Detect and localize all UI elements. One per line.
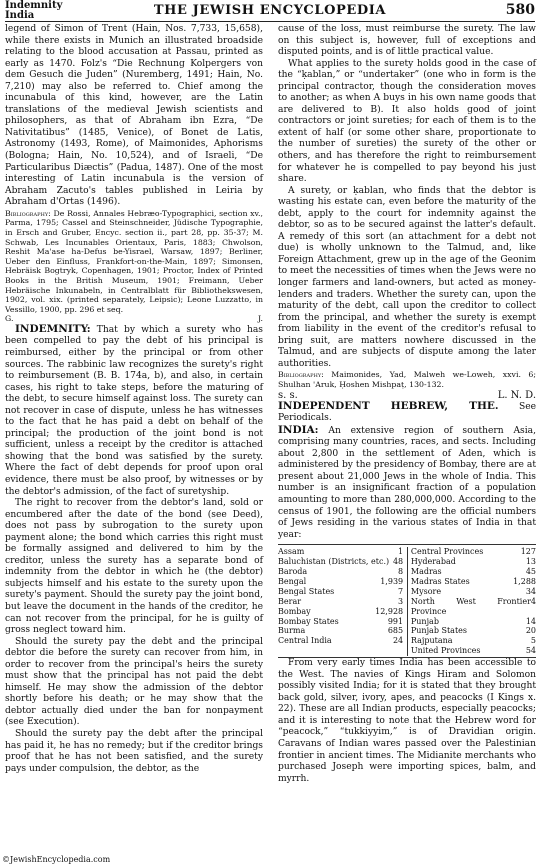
paragraph-recover: The right to recover from the debtor's land, sold or encumbered after the date of the bond (see Deed), does not pass by subrogation to the surety upon payment alone; the bond which carries this right must be formally assigned and delivered to him by the creditor, unless the surety has a separate bond of indemnity from the debtor in which he (the debtor) subjects himself and his estate to the surety upon the surety's payment. Should the surety pay the joint bond, but leave the document in the hands of the creditor, he can not recover from the principal, for he is guilty of gross neglect toward him. [5,498,263,636]
bibliography-indemnity [278,370,536,389]
state-name: Bombay States [278,616,339,626]
state-name: Punjab [410,616,439,626]
jew-count: 991 [387,616,404,626]
state-name: Bengal [278,576,307,586]
indemnity-paragraph [5,324,263,498]
table-row [411,567,536,577]
paragraph-continuation: cause of the loss, must reimburse the surety. The law on this subject is, however, full of exceptions and disputed points, and is of little practical value. [278,24,536,58]
paragraph-kablan: What applies to the surety holds good in the case of the “ḳablan,” or “undertaker” (one who in form is the principal contractor, though the consideration moves to another; as when A buys in his own name goods that are delivered to B). It also holds good of joint contractors or joint sureties; for each of them is to the extent of half (or some other share, proportionate to the number of sureties) the surety of the other or others, and has therefore the right to reimbursement for whatever he is compelled to pay beyond his just share. [278,58,536,185]
table-row [278,597,403,607]
table-row [278,607,403,617]
jew-count: 45 [525,566,536,576]
state-name: Baroda [278,566,308,576]
indemnity-text: That by which a surety who has been compelled to pay the debt of his principal is reimbursed, either by the principal or from other sources. The rabbinic law recognizes the surety's right to reimbursement (B. B. 174a, b), and also, in certain cases, his right to take steps, before the maturing of the debt, to secure himself against loss. The surety can not recover in case of dispute, unless he has witnesses to the fact that he has paid a debt on behalf of the principal; the production of the joint bond is not sufficient, unless a receipt by the creditor is attached showing that the bond was satisfied by the surety. Where the fact of debt depends for proof upon oral evidence, there must be also proof, by witnesses or by the debtor's admission, of the fact of suretyship. [5,324,263,497]
state-name: United Provinces [410,646,481,656]
table-row [411,646,536,656]
table-row [278,617,403,627]
table-row [411,587,536,597]
jew-count: 1,288 [513,576,536,586]
census-table [278,544,536,658]
page-header [5,1,535,22]
state-name: Bengal States [278,586,335,596]
state-name: Mysore [410,586,442,596]
jew-count: 20 [525,626,536,636]
table-row [278,587,403,597]
headword-india: INDIA: [278,423,319,436]
jew-count: 3 [398,596,404,606]
census-table-right-column [407,547,536,656]
jew-count: 1,939 [380,576,404,586]
state-name: Baluchistan (Districts, etc.) [278,557,390,567]
bibliography-label: Bibliography: [5,208,51,218]
paragraph-early-times: From very early times India has been accessible to the West. The navies of Kings Hiram and Solomon possibly visited India; for it is stated that they brought back gold, silver, ivory, apes, and peacocks (I Kings x. 22). These are all Indian products, especially peacocks; and it is interesting to note that the Hebrew word for “peacock,” “tukkiyyim,” is of Dravidian origin. Caravans of Indian wares passed over the Palestinian frontier in ancient times. The Midianite merchants who purchased Joseph were importing spices, balm, and myrrh. [278,658,536,784]
state-name: Assam [278,547,305,557]
jew-count: 14 [525,616,536,626]
publication-title: THE JEWISH ENCYCLOPEDIA [153,3,387,18]
state-name: Berar [278,596,302,606]
signature-right: J. [258,314,263,324]
table-row [411,617,536,627]
table-row [278,636,403,646]
signature-left: G. [5,314,14,324]
table-row [278,577,403,587]
headword-independent-hebrew: INDEPENDENT HEBREW, THE. [278,399,499,412]
see-reference: See Periodicals. [278,401,536,424]
state-name: Burma [278,626,306,636]
first-keyword: Indemnity [5,0,63,11]
headword-indemnity: INDEMNITY: [15,322,91,335]
table-row [278,626,403,636]
state-name: Bombay [278,606,311,616]
jew-count: 24 [392,636,404,646]
bibliography-text: Maimonides, Yad, Malweh we-Loweh, xxvi. 6; Shulhan 'Aruk, Ḥoshen Mishpaṭ, 130-132. [278,370,537,389]
paragraph-surety-remedy: A surety, or ḳablan, who finds that the debtor is wasting his estate can, even before the maturity of the debt, apply to the court for indemnity against the debtor, so as to be secured against the latter's default. A remedy of this sort (an attachment for a debt not due) is wholly unknown to the Talmud, and, like Foreign Attachment, grew up in the age of the Geonim to meet the necessities of times when the Jews were no longer farmers and land-owners, but acted as money-lenders and traders. Whether the surety can, upon the maturity of the debt, call upon the creditor to collect from the principal, and whether the surety is exempt from liability in the event of the creditor's refusal to bring suit, are matters nowhere discussed in the Talmud, and are subjects of dispute among the later authorities. [278,185,536,369]
state-name: Hyderabad [410,557,456,567]
state-name: Rajputana [410,636,453,646]
bibliography-text: De Rossi, Annales Hebræo-Typographici, section xv., Parma, 1795; Cassel and Steinschneider, Jüdische Typographie, in Ersch and Gruber, Encyc. section ii., part 28, pp. 35-37; M. Schwab, Les Incunables Orientaux, Paris, 1883; Chwolson, Reshit Ma'ase ha-Defus be-Yisrael, Warsaw, 1897; Berliner, Ueber den Einfluss, Frankfort-on-the-Main, 1897; Simonsen, Hebräisk Bogtryk, Copenhagen, 1901; Proctor, Index of Printed Books in the British Museum, 1901; Freimann, Ueber Hebräische Inkunabeln, in Centralblatt für Bibliothekswesen, 1902, vol. xix. (printed separately, Leipsic); Leone Luzzatto, in Vessillo, 1900, pp. 296 et seq. [5,208,263,314]
table-row [411,557,536,567]
copyright-footer: ©JewishEncyclopedia.com [2,855,111,864]
table-row [411,636,536,646]
census-table-left-column [278,547,403,656]
jew-count: 34 [525,586,536,596]
jew-count: 48 [392,557,404,567]
table-row [411,626,536,636]
table-row [411,577,536,587]
bibliography-incunabula [5,209,263,315]
table-row [278,567,403,577]
jew-count: 4 [530,596,536,606]
bibliography-label: Bibliography: [278,370,324,380]
jew-count: 12,928 [375,606,404,616]
page-number: 580 [505,2,535,18]
jew-count: 13 [525,557,536,567]
state-name: Central Provinces [410,547,484,557]
incunabula-paragraph: legend of Simon of Trent (Hain, Nos. 7,733, 15,658), while there exists in Munich an illustrated broadside relating to the blood accusation at Passau, printed as early as 1470. Folz's “Die Rechnung Kolpergers von dem Gesuch die Juden” (Nuremberg, 1491; Hain, No. 7,210) may also be referred to. Chief among the incunabula of this kind, however, are the Latin translations of the medieval Jewish scientists and philosophers, as that of Abraham ibn Ezra, “De Nativitatibus” (1485, Venice), of Bonet de Latis, Astronomy (1493, Rome), of Maimonides, Aphorisms (Bologna; Hain, No. 10,524), and of Israeli, “De Particularibus Diæctis” (Padua, 1487). One of the most interesting of Latin incunabula is the version of Abraham Zacuto's tables published in Leiria by Abraham d'Ortas (1496). [5,24,263,208]
paragraph-paid-after: Should the surety pay the debt after the principal has paid it, he has no remedy; but if the creditor brings proof that he has not been satisfied, and the surety pays under compulsion, the debtor, as the [5,729,263,774]
jew-count: 8 [398,566,404,576]
jew-count: 7 [398,586,404,596]
signature-left: s. s. [278,389,298,401]
jew-count: 54 [525,646,536,656]
table-row [278,547,403,557]
signature-right: L. N. D. [497,389,536,401]
independent-hebrew-entry [278,401,536,425]
jew-count: 1 [398,547,404,557]
state-name: Punjab States [410,626,467,636]
india-paragraph [278,425,536,541]
table-row [278,557,403,567]
paragraph-heirs: Should the surety pay the debt and the principal debtor die before the surety can recover from him, in order to recover from the principal's heirs the surety must show that the principal has not paid the debt himself. He may show the admission of the debtor shortly before his death; or he may show that the debtor actually died under the ban for nonpayment (see Execution). [5,636,263,728]
jew-count: 5 [530,636,536,646]
state-name: Madras States [410,576,470,586]
india-intro-text: An extensive region of southern Asia, comprising many countries, races, and sects. Including about 2,800 in the settlement of Aden, which is administered by the presidency of Bombay, there are at present about 21,000 Jews in the whole of India. This number is an insignificant fraction of a population amounting to more than 280,000,000. According to the census of 1901, the following are the official numbers of Jews residing in the various states of India in that year: [278,425,536,540]
state-name: North West Frontier Province [410,596,531,616]
state-name: Central India [278,636,332,646]
table-row [411,597,536,617]
jew-count: 685 [387,626,404,636]
state-name: Madras [410,566,442,576]
last-keyword: India [5,9,35,21]
left-column [5,24,263,775]
table-row [411,547,536,557]
right-column [278,24,536,785]
jew-count: 127 [520,547,536,557]
